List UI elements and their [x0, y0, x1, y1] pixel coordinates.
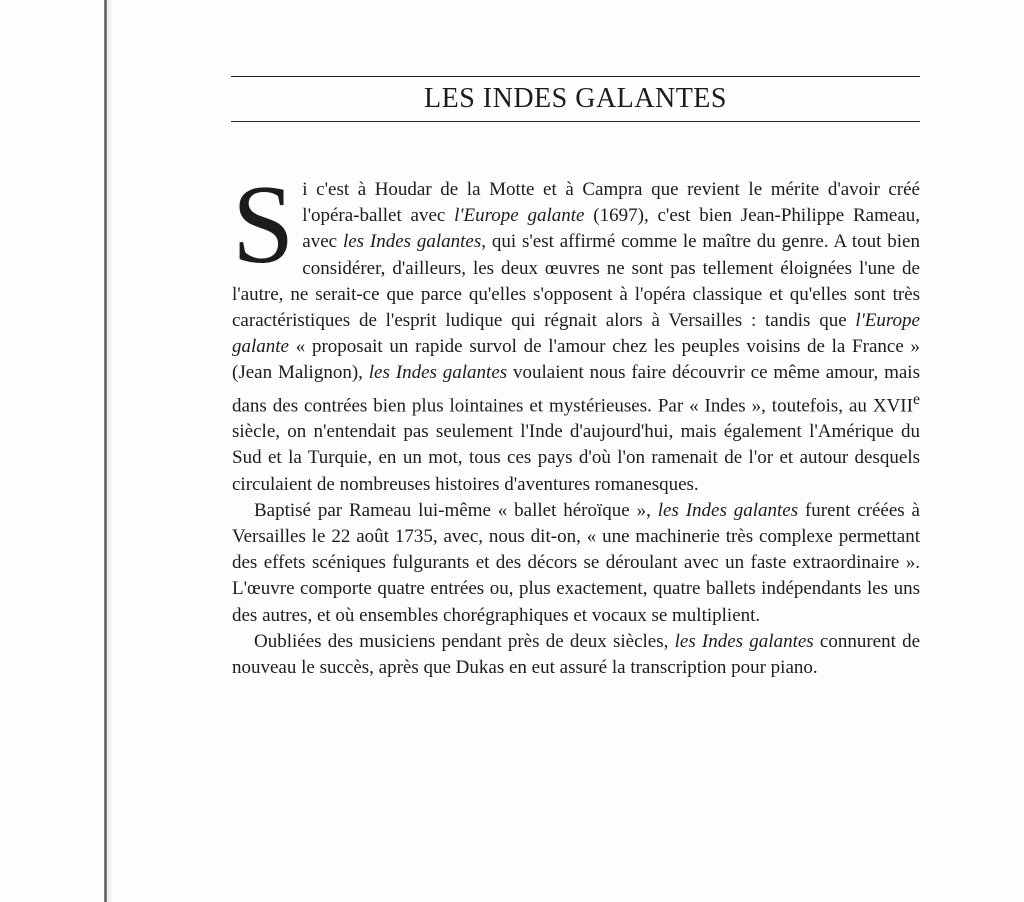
work-title-europe-galante: l'Europe galante	[232, 310, 920, 358]
paragraph-1-text: , qui s'est affirmé comme le maître du genre. A tout bien considérer, d'ailleurs, les deux œuvres ne sont pas tellement éloignées l'une de l'autre, ne serait-ce que parce qu'elles s'opposent à l'opéra classique et qu'elles sont très caractéristiques de l'esprit ludique qui régnait alors à Versailles : tandis que	[232, 231, 920, 332]
work-title-indes-galantes: les Indes galantes	[342, 231, 482, 253]
century-numeral: XVII	[872, 394, 913, 416]
paragraph-1	[232, 163, 920, 498]
paragraph-1-text: « proposait un rapide survol de l'amour chez les peuples voisins de la France » (Jean Malignon),	[232, 336, 920, 384]
work-title-indes-galantes: les Indes galantes	[368, 362, 508, 384]
article-body	[232, 163, 921, 681]
paragraph-3	[232, 629, 920, 681]
work-title-indes-galantes: les Indes galantes	[657, 499, 799, 521]
paragraph-2	[232, 498, 920, 629]
work-title-indes-galantes: les Indes galantes	[674, 630, 814, 652]
paragraph-3-text: connurent de nouveau le succès, après que Dukas en eut assuré la transcription pour piano.	[232, 630, 921, 678]
page-title: LES INDES GALANTES	[424, 83, 727, 114]
drop-cap: S	[232, 163, 295, 287]
paragraph-1-text: voulaient nous faire découvrir ce même amour, mais dans des contrées bien plus lointaines et mystérieuses. Par « Indes », toutefois, au	[232, 362, 920, 416]
paragraph-2-text: Baptisé par Rameau lui-même « ballet héroïque »,	[254, 499, 658, 521]
paragraph-1-text: (1697), c'est bien Jean-Philippe Rameau, avec	[302, 205, 920, 253]
century-superscript: e	[912, 390, 920, 408]
paragraph-3-text: Oubliées des musiciens pendant près de deux siècles,	[254, 630, 675, 652]
paragraph-1-text: i c'est à Houdar de la Motte et à Campra que revient le mérite d'avoir créé l'opéra-ballet avec	[302, 179, 920, 227]
page-fold-shadow	[107, 0, 113, 902]
paragraph-1-text: siècle, on n'entendait pas seulement l'Inde d'aujourd'hui, mais également l'Amérique du Sud et la Turquie, en un mot, tous ces pays d'où l'on ramenait de l'or et autour desquels circulaient de nombreuses histoires d'aventures romanesques.	[232, 421, 920, 495]
paragraph-2-text: furent créées à Versailles le 22 août 1735, avec, nous dit-on, « une machinerie très complexe permettant des effets scéniques fulgurants et des décors se déroulant avec un faste extraordinaire ». L'œuvre comporte quatre entrées ou, plus exactement, quatre ballets indépendants les uns des autres, et où ensembles chorégraphiques et vocaux se multiplient.	[232, 499, 920, 626]
work-title-europe-galante: l'Europe galante	[454, 205, 585, 227]
title-rule-block	[231, 76, 920, 122]
